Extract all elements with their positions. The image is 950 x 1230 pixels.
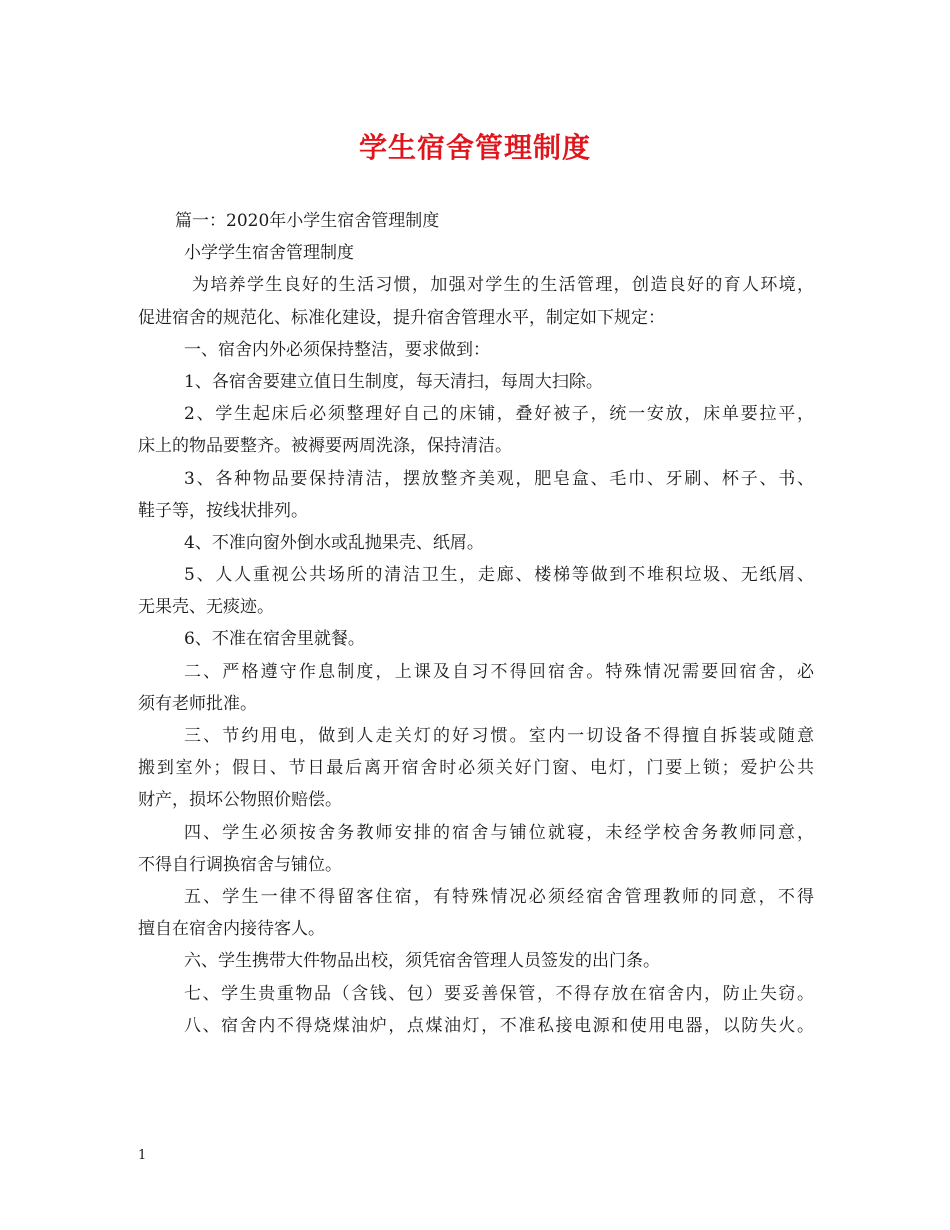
document-body bbox=[138, 205, 814, 1042]
paragraph-line: 三、节约用电，做到人走关灯的好习惯。室内一切设备不得擅自拆装或随意 bbox=[184, 726, 814, 746]
page-number: 1 bbox=[138, 1148, 147, 1163]
paragraph-line: 不得自行调换宿舍与铺位。 bbox=[138, 854, 342, 875]
paragraph-line: 为培养学生良好的生活习惯，加强对学生的生活管理，创造良好的育人环境， bbox=[192, 275, 814, 296]
paragraph-line: 六、学生携带大件物品出校，须凭宿舍管理人员签发的出门条。 bbox=[184, 951, 660, 972]
paragraph-line: 二、严格遵守作息制度，上课及自习不得回宿舍。特殊情况需要回宿舍，必 bbox=[184, 661, 814, 682]
paragraph-line: 擅自在宿舍内接待客人。 bbox=[138, 919, 325, 940]
paragraph-line: 2、学生起床后必须整理好自己的床铺，叠好被子，统一安放，床单要拉平， bbox=[184, 404, 814, 425]
paragraph-line: 1、各宿舍要建立值日生制度，每天清扫，每周大扫除。 bbox=[184, 371, 603, 392]
paragraph-line: 5、人人重视公共场所的清洁卫生，走廊、楼梯等做到不堆积垃圾、无纸屑、 bbox=[184, 565, 814, 586]
paragraph-line: 小学学生宿舍管理制度 bbox=[184, 243, 354, 264]
paragraph-line: 八、宿舍内不得烧煤油炉，点煤油灯，不准私接电源和使用电器，以防失火。 bbox=[184, 1015, 814, 1036]
paragraph-line: 搬到室外；假日、节日最后离开宿舍时必须关好门窗、电灯，门要上锁；爱护公共 bbox=[138, 758, 814, 779]
paragraph-line: 6、不准在宿舍里就餐。 bbox=[184, 629, 365, 650]
paragraph-line: 4、不准向窗外倒水或乱抛果壳、纸屑。 bbox=[184, 532, 484, 553]
paragraph-line: 四、学生必须按舍务教师安排的宿舍与铺位就寝，未经学校舍务教师同意， bbox=[184, 822, 814, 843]
paragraph-line: 3、各种物品要保持清洁，摆放整齐美观，肥皂盒、毛巾、牙刷、杯子、书、 bbox=[184, 468, 814, 489]
paragraph-line: 促进宿舍的规范化、标准化建设，提升宿舍管理水平，制定如下规定： bbox=[138, 307, 665, 328]
paragraph-line: 七、学生贵重物品（含钱、包）要妥善保管，不得存放在宿舍内，防止失窃。 bbox=[184, 983, 814, 1004]
paragraph-line: 篇一：2020年小学生宿舍管理制度 bbox=[175, 211, 440, 231]
paragraph-line: 鞋子等，按线状排列。 bbox=[138, 500, 308, 521]
paragraph-line: 五、学生一律不得留客住宿，有特殊情况必须经宿舍管理教师的同意，不得 bbox=[184, 886, 814, 907]
paragraph-line: 床上的物品要整齐。被褥要两周洗涤，保持清洁。 bbox=[138, 436, 512, 457]
document-title: 学生宿舍管理制度 bbox=[358, 131, 591, 164]
paragraph-line: 须有老师批准。 bbox=[138, 693, 257, 714]
paragraph-line: 无果壳、无痰迹。 bbox=[138, 597, 274, 618]
paragraph-line: 一、宿舍内外必须保持整洁，要求做到： bbox=[184, 339, 490, 360]
paragraph-line: 财产，损坏公物照价赔偿。 bbox=[138, 790, 342, 811]
